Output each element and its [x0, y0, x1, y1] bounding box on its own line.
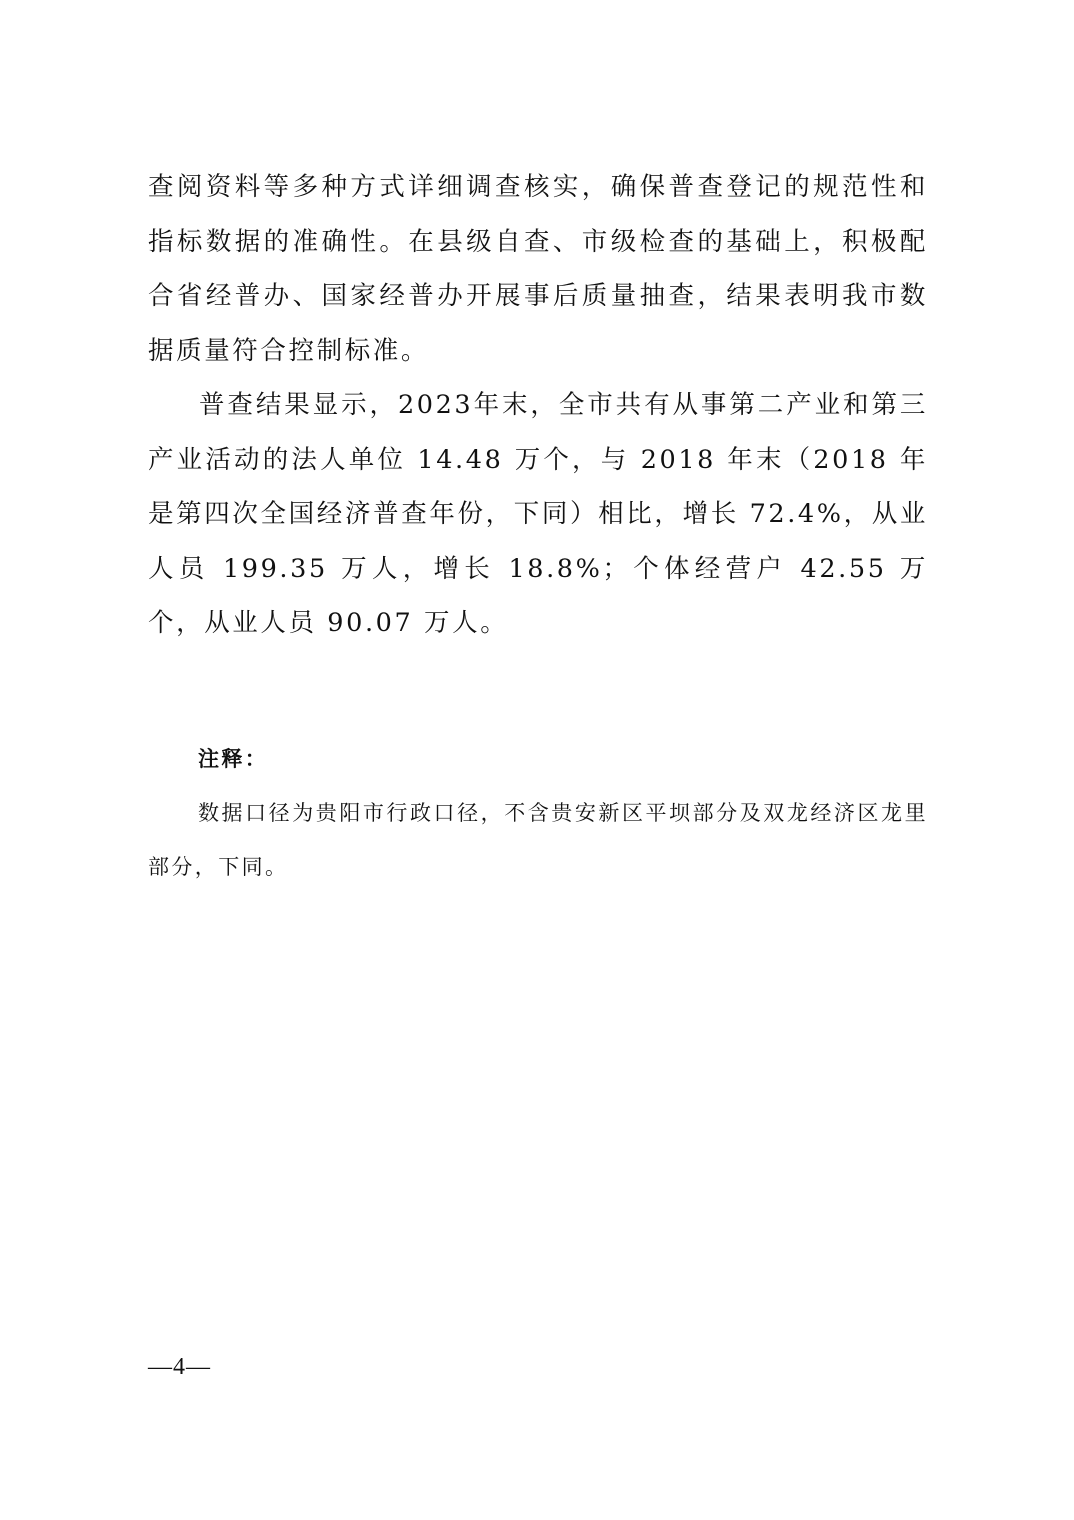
- body-text: [148, 160, 928, 651]
- paragraph-2: 普查结果显示，2023年末，全市共有从事第二产业和第三产业活动的法人单位 14.48 万个，与 2018 年末（2018 年是第四次全国经济普查年份，下同）相比，增长 72.4%，从业人员 199.35 万人，增长 18.8%；个体经营户 42.55 万个，从业人员 90.07 万人。: [148, 390, 928, 638]
- notes-body: 数据口径为贵阳市行政口径，不含贵安新区平坝部分及双龙经济区龙里部分，下同。: [148, 801, 928, 879]
- page-number: —4—: [148, 1354, 211, 1380]
- paragraph-1: 查阅资料等多种方式详细调查核实，确保普查登记的规范性和指标数据的准确性。在县级自查、市级检查的基础上，积极配合省经普办、国家经普办开展事后质量抽查，结果表明我市数据质量符合控制标准。: [148, 172, 928, 366]
- notes-section: [148, 732, 928, 894]
- notes-title: 注释：: [198, 747, 269, 771]
